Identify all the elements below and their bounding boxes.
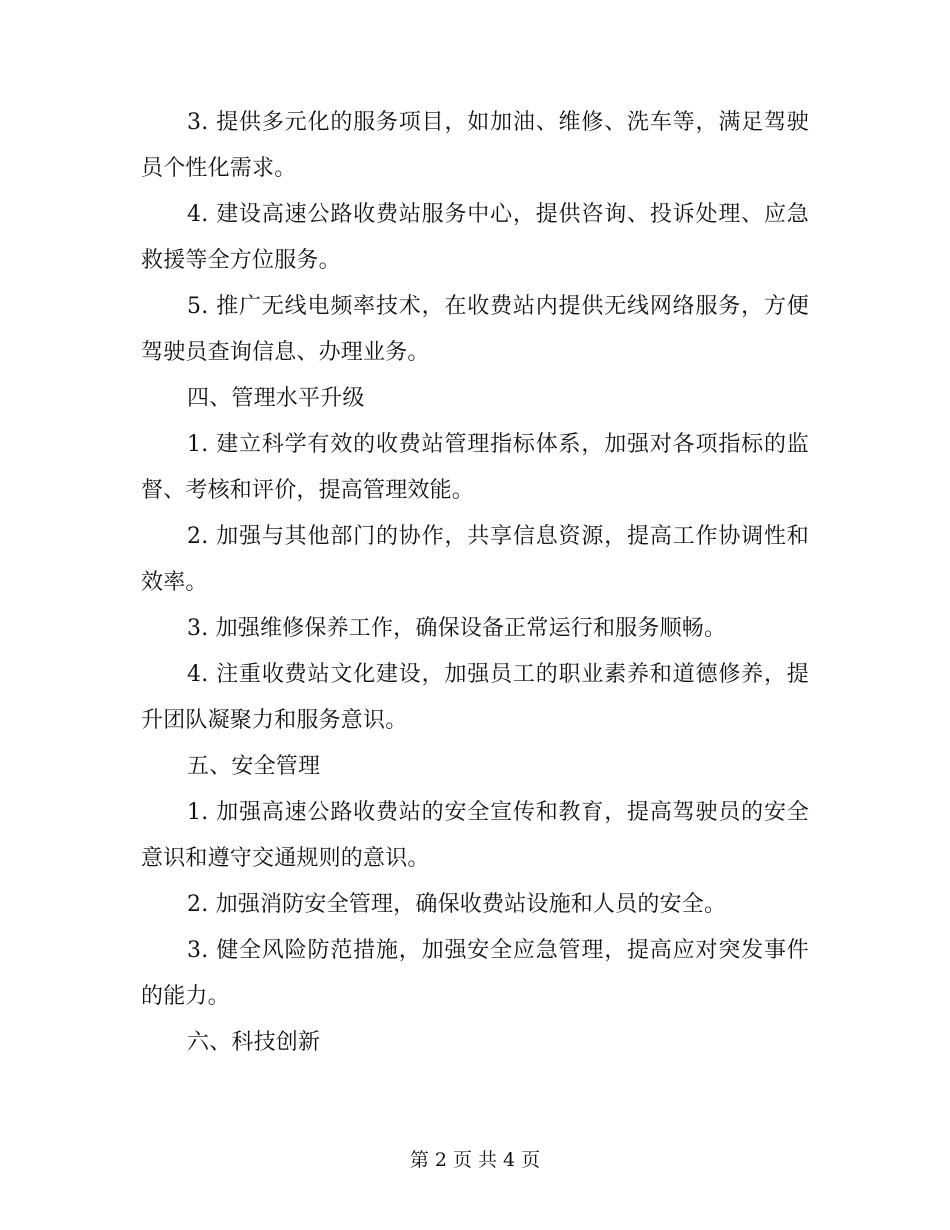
section-heading-management: 四、管理水平升级: [187, 386, 365, 411]
paragraph-safety-item-3: 3. 健全风险防范措施，加强安全应急管理，提高应对突发事件的能力。: [141, 938, 809, 1009]
paragraph-service-item-5: 5. 推广无线电频率技术，在收费站内提供无线网络服务，方便驾驶员查询信息、办理业务。: [141, 294, 809, 365]
document-body: [141, 100, 809, 1066]
paragraph-management-item-4: 4. 注重收费站文化建设，加强员工的职业素养和道德修养，提升团队凝聚力和服务意识。: [141, 662, 809, 733]
section-heading-safety: 五、安全管理: [187, 754, 321, 779]
paragraph-management-item-2: 2. 加强与其他部门的协作，共享信息资源，提高工作协调性和效率。: [141, 524, 809, 595]
paragraph-service-item-4: 4. 建设高速公路收费站服务中心，提供咨询、投诉处理、应急救援等全方位服务。: [141, 202, 809, 273]
paragraph-safety-item-2: 2. 加强消防安全管理，确保收费站设施和人员的安全。: [187, 892, 727, 917]
paragraph-service-item-3: 3. 提供多元化的服务项目，如加油、维修、洗车等，满足驾驶员个性化需求。: [141, 110, 809, 181]
paragraph-management-item-1: 1. 建立科学有效的收费站管理指标体系，加强对各项指标的监督、考核和评价，提高管理效能。: [141, 432, 809, 503]
paragraph-management-item-3: 3. 加强维修保养工作，确保设备正常运行和服务顺畅。: [187, 616, 727, 641]
page-number-footer: 第 2 页 共 4 页: [409, 1149, 541, 1171]
paragraph-safety-item-1: 1. 加强高速公路收费站的安全宣传和教育，提高驾驶员的安全意识和遵守交通规则的意识。: [141, 800, 809, 871]
section-heading-tech: 六、科技创新: [187, 1030, 321, 1055]
